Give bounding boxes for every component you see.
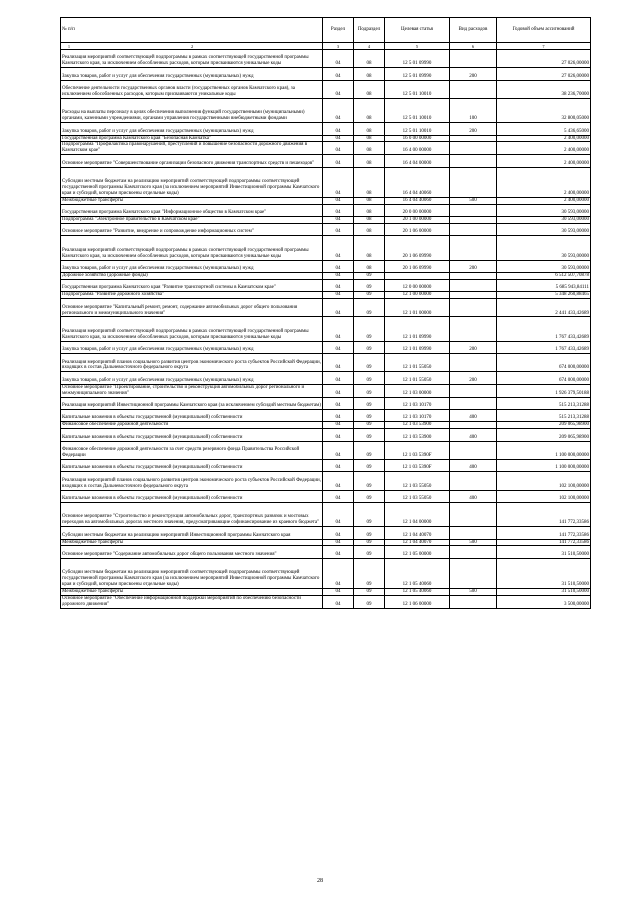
row-name-cell: Финансовое обеспечение дорожной деятельности за счет средств резервного фонда Правительства Российской Федерации [61, 441, 323, 459]
row-target-article-cell: 16 4 04 40060 [385, 197, 450, 204]
row-expense-type-cell: 200 [450, 123, 497, 135]
row-target-article-cell: 12 1 05 00000 [385, 546, 450, 558]
table-row [61, 299, 591, 317]
row-expense-type-cell: 500 [450, 197, 497, 204]
row-sum-cell: 1 767 433,42689 [497, 317, 591, 341]
row-podrazdel-cell: 09 [354, 527, 385, 539]
row-name-cell: Реализация мероприятий соответствующей подпрограммы в рамках соответствующей государственной программы Камчатского края, за исключением обособленных расходов, которым присваиваются уникальные коды [61, 236, 323, 260]
row-name-cell: Реализация мероприятий планов социального развития центров экономического роста субъектов Российской Федерации, входящих в состав Дальневосточного федерального округа [61, 472, 323, 490]
header-row [61, 18, 591, 43]
row-expense-type-cell [450, 292, 497, 299]
row-expense-type-cell [450, 527, 497, 539]
row-expense-type-cell [450, 502, 497, 526]
page-number: 28 [317, 878, 323, 884]
row-sum-cell: 31 510,50000 [497, 546, 591, 558]
row-name-cell: Субсидии местным бюджетам на реализацию мероприятий соответствующей подпрограммы соответствующей государственной программы Камчатского края (за исключением мероприятий Инвестиционной программы Камчатского края и субсидий, которым присвоены отдельные коды) [61, 558, 323, 588]
row-sum-cell: 38 236,70000 [497, 80, 591, 98]
table-row [61, 217, 591, 224]
row-razdel-cell: 04 [323, 197, 354, 204]
row-name-cell: Реализация мероприятий планов социального развития центров экономического роста субъектов Российской Федерации, входящих в состав Дальневосточного федерального округа [61, 354, 323, 372]
row-target-article-cell: 12 1 03 00000 [385, 384, 450, 397]
row-razdel-cell: 04 [323, 217, 354, 224]
row-target-article-cell: 12 1 05 40060 [385, 588, 450, 595]
row-podrazdel-cell: 09 [354, 502, 385, 526]
table-row [61, 384, 591, 397]
row-name-cell: Закупка товаров, работ и услуг для обеспечения государственных (муниципальных) нужд [61, 341, 323, 353]
numbering-1: 1 [67, 43, 71, 49]
row-sum-cell: 1 100 000,00000 [497, 441, 591, 459]
row-target-article-cell: 12 1 01 55050 [385, 372, 450, 384]
row-target-article-cell: 12 1 05 40060 [385, 558, 450, 588]
row-razdel-cell: 04 [323, 236, 354, 260]
row-sum-cell: 30 593,00000 [497, 236, 591, 260]
row-name-cell: Подпрограмма "Профилактика правонарушений, преступлений и повышение безопасности дорожного движения в Камчатском крае" [61, 142, 323, 155]
row-expense-type-cell [450, 384, 497, 397]
row-expense-type-cell: 200 [450, 68, 497, 80]
row-target-article-cell: 12 1 01 09990 [385, 341, 450, 353]
row-sum-cell: 515 213,31288 [497, 397, 591, 409]
row-sum-cell: 1 767 433,42689 [497, 341, 591, 353]
row-target-article-cell: 16 0 00 00000 [385, 135, 450, 142]
row-target-article-cell: 12 1 03 5390F [385, 459, 450, 471]
row-name-cell: Субсидии местным бюджетам на реализацию мероприятий Инвестиционной программы Камчатского края [61, 527, 323, 539]
row-podrazdel-cell: 09 [354, 429, 385, 441]
row-expense-type-cell [450, 135, 497, 142]
row-name-cell: Государственная программа Камчатского края "Информационное общество в Камчатском крае" [61, 204, 323, 216]
row-razdel-cell: 04 [323, 204, 354, 216]
row-expense-type-cell [450, 317, 497, 341]
table-row [61, 155, 591, 167]
row-podrazdel-cell: 09 [354, 279, 385, 291]
row-name-cell: Реализация мероприятий Инвестиционной программы Камчатского края (за исключением субсидий местным бюджетам) [61, 397, 323, 409]
row-razdel-cell: 04 [323, 80, 354, 98]
row-razdel-cell: 04 [323, 167, 354, 197]
row-sum-cell: 141 772,33586 [497, 502, 591, 526]
row-podrazdel-cell: 08 [354, 155, 385, 167]
row-razdel-cell: 04 [323, 429, 354, 441]
row-razdel-cell: 04 [323, 539, 354, 546]
row-razdel-cell: 04 [323, 502, 354, 526]
row-podrazdel-cell: 08 [354, 197, 385, 204]
row-target-article-cell: 12 1 03 53900 [385, 429, 450, 441]
row-podrazdel-cell: 08 [354, 260, 385, 272]
row-name-cell: Капитальные вложения в объекты государственной (муниципальной) собственности [61, 409, 323, 421]
table-row [61, 397, 591, 409]
row-expense-type-cell: 200 [450, 372, 497, 384]
row-expense-type-cell [450, 217, 497, 224]
row-name-cell: Капитальные вложения в объекты государственной (муниципальной) собственности [61, 429, 323, 441]
row-target-article-cell: 12 5 01 09990 [385, 68, 450, 80]
row-podrazdel-cell: 09 [354, 472, 385, 490]
row-sum-cell: 209 065,98900 [497, 429, 591, 441]
table-row [61, 372, 591, 384]
row-target-article-cell: 12 1 06 00000 [385, 595, 450, 608]
row-podrazdel-cell: 08 [354, 135, 385, 142]
numbering-7: 7 [497, 43, 591, 50]
row-sum-cell: 2 400,00000 [497, 135, 591, 142]
row-target-article-cell: 12 1 04 00000 [385, 502, 450, 526]
row-sum-cell: 674 000,00000 [497, 372, 591, 384]
row-razdel-cell: 04 [323, 472, 354, 490]
row-expense-type-cell [450, 272, 497, 279]
row-podrazdel-cell: 09 [354, 459, 385, 471]
table-row [61, 292, 591, 299]
row-expense-type-cell: 400 [450, 429, 497, 441]
row-sum-cell: 31 510,50000 [497, 588, 591, 595]
row-target-article-cell: 20 0 00 00000 [385, 204, 450, 216]
row-name-cell: Закупка товаров, работ и услуг для обеспечения государственных (муниципальных) нужд [61, 372, 323, 384]
table-row [61, 68, 591, 80]
row-name-cell: Расходы на выплаты персоналу в целях обеспечения выполнения функций государственными (муниципальными) органами, казенными учреждениями, органами управления государственными внебюджетными фондами [61, 98, 323, 122]
row-razdel-cell: 04 [323, 142, 354, 155]
row-razdel-cell: 04 [323, 409, 354, 421]
numbering-4: 4 [354, 43, 385, 50]
row-razdel-cell: 04 [323, 490, 354, 502]
row-expense-type-cell: 400 [450, 409, 497, 421]
row-expense-type-cell [450, 472, 497, 490]
row-name-cell: Закупка товаров, работ и услуг для обеспечения государственных (муниципальных) нужд [61, 260, 323, 272]
row-name-cell: Подпрограмма "Развитие дорожного хозяйства" [61, 292, 323, 299]
numbering-6: 6 [450, 43, 497, 50]
row-expense-type-cell [450, 558, 497, 588]
row-expense-type-cell: 500 [450, 539, 497, 546]
row-podrazdel-cell: 08 [354, 204, 385, 216]
row-name-cell: Основное мероприятие "Обеспечение информационной поддержки мероприятий по обеспечению безопасности дорожного движения" [61, 595, 323, 608]
numbering-cell [61, 43, 323, 50]
row-expense-type-cell: 400 [450, 459, 497, 471]
row-name-cell: Субсидии местным бюджетам на реализацию мероприятий соответствующей подпрограммы соответствующей государственной программы Камчатского края (за исключением мероприятий Инвестиционной программы Камчатского края и субсидий, которым присвоены отдельные коды) [61, 167, 323, 197]
row-razdel-cell: 04 [323, 223, 354, 235]
row-podrazdel-cell: 08 [354, 50, 385, 68]
row-name-cell: Капитальные вложения в объекты государственной (муниципальной) собственности [61, 459, 323, 471]
header-podrazdel: Подраздел [354, 18, 385, 43]
row-razdel-cell: 04 [323, 98, 354, 122]
row-sum-cell: 30 593,00000 [497, 217, 591, 224]
row-razdel-cell: 04 [323, 422, 354, 429]
row-expense-type-cell [450, 50, 497, 68]
row-podrazdel-cell: 08 [354, 80, 385, 98]
row-sum-cell: 27 026,00000 [497, 50, 591, 68]
row-expense-type-cell [450, 546, 497, 558]
header-num: № п/п [62, 27, 75, 33]
row-podrazdel-cell: 08 [354, 68, 385, 80]
row-expense-type-cell: 400 [450, 490, 497, 502]
row-target-article-cell: 20 1 06 09990 [385, 236, 450, 260]
row-podrazdel-cell: 09 [354, 354, 385, 372]
row-sum-cell: 30 593,00000 [497, 204, 591, 216]
row-sum-cell: 30 593,00000 [497, 260, 591, 272]
row-razdel-cell: 04 [323, 372, 354, 384]
row-razdel-cell: 04 [323, 397, 354, 409]
row-expense-type-cell [450, 279, 497, 291]
row-razdel-cell: 04 [323, 341, 354, 353]
row-name-cell: Обеспечение деятельности государственных органов власти (государственных органов Камчатского края), за исключением обособленных расходов, которым присваиваются уникальные коды [61, 80, 323, 98]
row-name-cell: Основное мероприятие "Проектирование, строительство и реконструкция автомобильных дорог регионального и межмуниципального значения" [61, 384, 323, 397]
row-sum-cell: 674 000,00000 [497, 354, 591, 372]
row-sum-cell: 102 100,00000 [497, 490, 591, 502]
numbering-2: 2 [191, 43, 194, 49]
row-razdel-cell: 04 [323, 588, 354, 595]
table-row [61, 472, 591, 490]
table-row [61, 123, 591, 135]
row-razdel-cell: 04 [323, 441, 354, 459]
row-name-cell: Реализация мероприятий соответствующей подпрограммы в рамках соответствующей государственной программы Камчатского края, за исключением обособленных расходов, которым присваиваются уникальные коды [61, 50, 323, 68]
header-expense-type: Вид расходов [450, 18, 497, 43]
row-sum-cell: 2 400,00000 [497, 167, 591, 197]
row-sum-cell: 1 926 379,50188 [497, 384, 591, 397]
row-sum-cell: 5 685 943,84111 [497, 279, 591, 291]
row-razdel-cell: 04 [323, 546, 354, 558]
row-podrazdel-cell: 08 [354, 142, 385, 155]
row-podrazdel-cell: 09 [354, 384, 385, 397]
row-razdel-cell: 04 [323, 279, 354, 291]
row-podrazdel-cell: 09 [354, 490, 385, 502]
row-name-cell: Основное мероприятие "Строительство и реконструкция автомобильных дорог, транспортных развязок и мостовых переходов на автомобильных дорогах местного значения, предусматривающие софинансирование из краевого бюджета" [61, 502, 323, 526]
table-row [61, 546, 591, 558]
row-name-cell: Межбюджетные трансферты [61, 197, 323, 204]
table-row [61, 223, 591, 235]
budget-table [60, 17, 591, 609]
row-target-article-cell: 12 1 04 40070 [385, 527, 450, 539]
row-sum-cell: 27 026,00000 [497, 68, 591, 80]
row-podrazdel-cell: 09 [354, 292, 385, 299]
row-target-article-cell: 16 4 04 00000 [385, 155, 450, 167]
header-razdel: Раздел [323, 18, 354, 43]
row-razdel-cell: 04 [323, 299, 354, 317]
row-podrazdel-cell: 08 [354, 123, 385, 135]
row-sum-cell: 209 065,98900 [497, 422, 591, 429]
table-row [61, 595, 591, 608]
row-razdel-cell: 04 [323, 459, 354, 471]
row-sum-cell: 2 400,00000 [497, 197, 591, 204]
row-podrazdel-cell: 09 [354, 341, 385, 353]
row-podrazdel-cell: 09 [354, 441, 385, 459]
table-row [61, 204, 591, 216]
row-podrazdel-cell: 09 [354, 409, 385, 421]
row-target-article-cell: 12 1 01 09990 [385, 317, 450, 341]
row-target-article-cell: 12 1 01 00000 [385, 299, 450, 317]
table-row [61, 80, 591, 98]
row-razdel-cell: 04 [323, 260, 354, 272]
row-name-cell: Закупка товаров, работ и услуг для обеспечения государственных (муниципальных) нужд [61, 123, 323, 135]
row-razdel-cell: 04 [323, 123, 354, 135]
row-target-article-cell [385, 272, 450, 279]
row-name-cell: Межбюджетные трансферты [61, 539, 323, 546]
row-target-article-cell: 16 4 00 00000 [385, 142, 450, 155]
row-razdel-cell: 04 [323, 317, 354, 341]
table-row [61, 50, 591, 68]
row-podrazdel-cell: 08 [354, 217, 385, 224]
row-sum-cell: 2 400,00000 [497, 155, 591, 167]
table-row [61, 502, 591, 526]
row-podrazdel-cell: 09 [354, 299, 385, 317]
row-expense-type-cell [450, 441, 497, 459]
row-razdel-cell: 04 [323, 354, 354, 372]
numbering-5: 5 [385, 43, 450, 50]
row-podrazdel-cell: 09 [354, 588, 385, 595]
row-razdel-cell: 04 [323, 135, 354, 142]
table-row [61, 167, 591, 197]
row-sum-cell: 141 772,33586 [497, 527, 591, 539]
row-name-cell: Государственная программа Камчатского края "Развитие транспортной системы в Камчатском крае" [61, 279, 323, 291]
row-target-article-cell: 12 0 00 00000 [385, 279, 450, 291]
row-razdel-cell: 04 [323, 68, 354, 80]
table-row [61, 459, 591, 471]
table-row [61, 98, 591, 122]
row-sum-cell: 5 348 260,88465 [497, 292, 591, 299]
row-sum-cell: 3 500,00000 [497, 595, 591, 608]
row-sum-cell: 141 772,33586 [497, 539, 591, 546]
row-name-cell: Межбюджетные трансферты [61, 588, 323, 595]
row-sum-cell: 6 512 507,70878 [497, 272, 591, 279]
row-podrazdel-cell: 09 [354, 317, 385, 341]
table-row [61, 197, 591, 204]
row-podrazdel-cell: 08 [354, 167, 385, 197]
row-expense-type-cell [450, 236, 497, 260]
row-name-cell: Подпрограмма "Электронное правительство в Камчатском крае" [61, 217, 323, 224]
row-sum-cell: 1 100 000,00000 [497, 459, 591, 471]
row-razdel-cell: 04 [323, 272, 354, 279]
table-row [61, 260, 591, 272]
table-body [61, 50, 591, 609]
row-expense-type-cell: 200 [450, 341, 497, 353]
table-row [61, 279, 591, 291]
row-expense-type-cell: 200 [450, 260, 497, 272]
row-podrazdel-cell: 09 [354, 372, 385, 384]
row-target-article-cell: 12 1 03 55050 [385, 490, 450, 502]
row-target-article-cell: 12 1 01 55050 [385, 354, 450, 372]
row-target-article-cell: 12 5 01 10010 [385, 123, 450, 135]
row-expense-type-cell [450, 354, 497, 372]
header-annual-volume: Годовой объем ассигнований [497, 18, 591, 43]
row-name-cell: Основное мероприятие "Содержание автомобильных дорог общего пользования местного значения" [61, 546, 323, 558]
row-expense-type-cell [450, 142, 497, 155]
row-razdel-cell: 04 [323, 50, 354, 68]
row-target-article-cell: 12 1 03 10170 [385, 397, 450, 409]
row-sum-cell: 2 400,00000 [497, 142, 591, 155]
row-podrazdel-cell: 09 [354, 272, 385, 279]
table-row [61, 527, 591, 539]
header-name [61, 18, 323, 43]
row-target-article-cell: 12 1 04 40070 [385, 539, 450, 546]
row-razdel-cell: 04 [323, 155, 354, 167]
row-sum-cell: 5 436,65000 [497, 123, 591, 135]
row-sum-cell: 2 441 433,42689 [497, 299, 591, 317]
table-row [61, 422, 591, 429]
row-expense-type-cell: 500 [450, 588, 497, 595]
row-name-cell: Капитальные вложения в объекты государственной (муниципальной) собственности [61, 490, 323, 502]
row-expense-type-cell [450, 299, 497, 317]
row-podrazdel-cell: 09 [354, 422, 385, 429]
row-target-article-cell: 16 4 04 40060 [385, 167, 450, 197]
row-expense-type-cell [450, 422, 497, 429]
row-name-cell: Дорожное хозяйство (дорожные фонды) [61, 272, 323, 279]
row-name-cell: Основное мероприятие "Совершенствование организации безопасного движения транспортных средств и пешеходов" [61, 155, 323, 167]
budget-sheet [60, 17, 590, 609]
table-row [61, 317, 591, 341]
row-podrazdel-cell: 09 [354, 539, 385, 546]
row-sum-cell: 31 510,50000 [497, 558, 591, 588]
row-sum-cell: 30 593,00000 [497, 223, 591, 235]
row-razdel-cell: 04 [323, 558, 354, 588]
table-row [61, 441, 591, 459]
table-row [61, 272, 591, 279]
row-podrazdel-cell: 09 [354, 397, 385, 409]
row-razdel-cell: 04 [323, 527, 354, 539]
row-target-article-cell: 20 1 06 00000 [385, 223, 450, 235]
row-sum-cell: 32 800,05000 [497, 98, 591, 122]
row-podrazdel-cell: 09 [354, 558, 385, 588]
row-target-article-cell: 20 1 00 00000 [385, 217, 450, 224]
table-row [61, 539, 591, 546]
row-expense-type-cell [450, 155, 497, 167]
row-razdel-cell: 04 [323, 595, 354, 608]
table-row [61, 588, 591, 595]
table-row [61, 429, 591, 441]
row-target-article-cell: 12 5 01 10010 [385, 80, 450, 98]
row-expense-type-cell [450, 595, 497, 608]
row-name-cell: Финансовое обеспечение дорожной деятельности [61, 422, 323, 429]
table-row [61, 142, 591, 155]
row-sum-cell: 515 213,31288 [497, 409, 591, 421]
table-row [61, 135, 591, 142]
table-row [61, 409, 591, 421]
row-name-cell: Закупка товаров, работ и услуг для обеспечения государственных (муниципальных) нужд [61, 68, 323, 80]
row-expense-type-cell [450, 204, 497, 216]
row-target-article-cell: 20 1 06 09990 [385, 260, 450, 272]
table-row [61, 558, 591, 588]
row-name-cell: Основное мероприятие "Развитие, внедрение и сопровождение информационных систем" [61, 223, 323, 235]
row-expense-type-cell [450, 80, 497, 98]
row-target-article-cell: 12 1 03 5390F [385, 441, 450, 459]
row-target-article-cell: 12 1 03 53900 [385, 422, 450, 429]
row-target-article-cell: 12 1 03 55050 [385, 472, 450, 490]
row-target-article-cell: 12 1 03 10170 [385, 409, 450, 421]
table-row [61, 354, 591, 372]
row-podrazdel-cell: 08 [354, 98, 385, 122]
row-target-article-cell: 12 5 01 10010 [385, 98, 450, 122]
header-target-article: Целевая статья [385, 18, 450, 43]
row-name-cell: Реализация мероприятий соответствующей подпрограммы в рамках соответствующей государственной программы Камчатского края, за исключением обособленных расходов, которым присваиваются уникальные коды [61, 317, 323, 341]
row-razdel-cell: 04 [323, 384, 354, 397]
table-row [61, 490, 591, 502]
row-podrazdel-cell: 08 [354, 223, 385, 235]
table-row [61, 236, 591, 260]
row-target-article-cell: 12 5 01 09990 [385, 50, 450, 68]
row-razdel-cell: 04 [323, 292, 354, 299]
table-row [61, 341, 591, 353]
row-podrazdel-cell: 09 [354, 546, 385, 558]
row-expense-type-cell: 100 [450, 98, 497, 122]
row-name-cell: Государственная программа Камчатского края "Безопасная Камчатка" [61, 135, 323, 142]
row-expense-type-cell [450, 223, 497, 235]
row-target-article-cell: 12 1 00 00000 [385, 292, 450, 299]
numbering-3: 3 [323, 43, 354, 50]
row-expense-type-cell [450, 397, 497, 409]
row-sum-cell: 102 100,00000 [497, 472, 591, 490]
row-podrazdel-cell: 08 [354, 236, 385, 260]
row-podrazdel-cell: 09 [354, 595, 385, 608]
row-expense-type-cell [450, 167, 497, 197]
numbering-row [61, 43, 591, 50]
row-name-cell: Основное мероприятие "Капитальный ремонт, ремонт, содержание автомобильных дорог общего пользования регионального и межмуниципального значения" [61, 299, 323, 317]
